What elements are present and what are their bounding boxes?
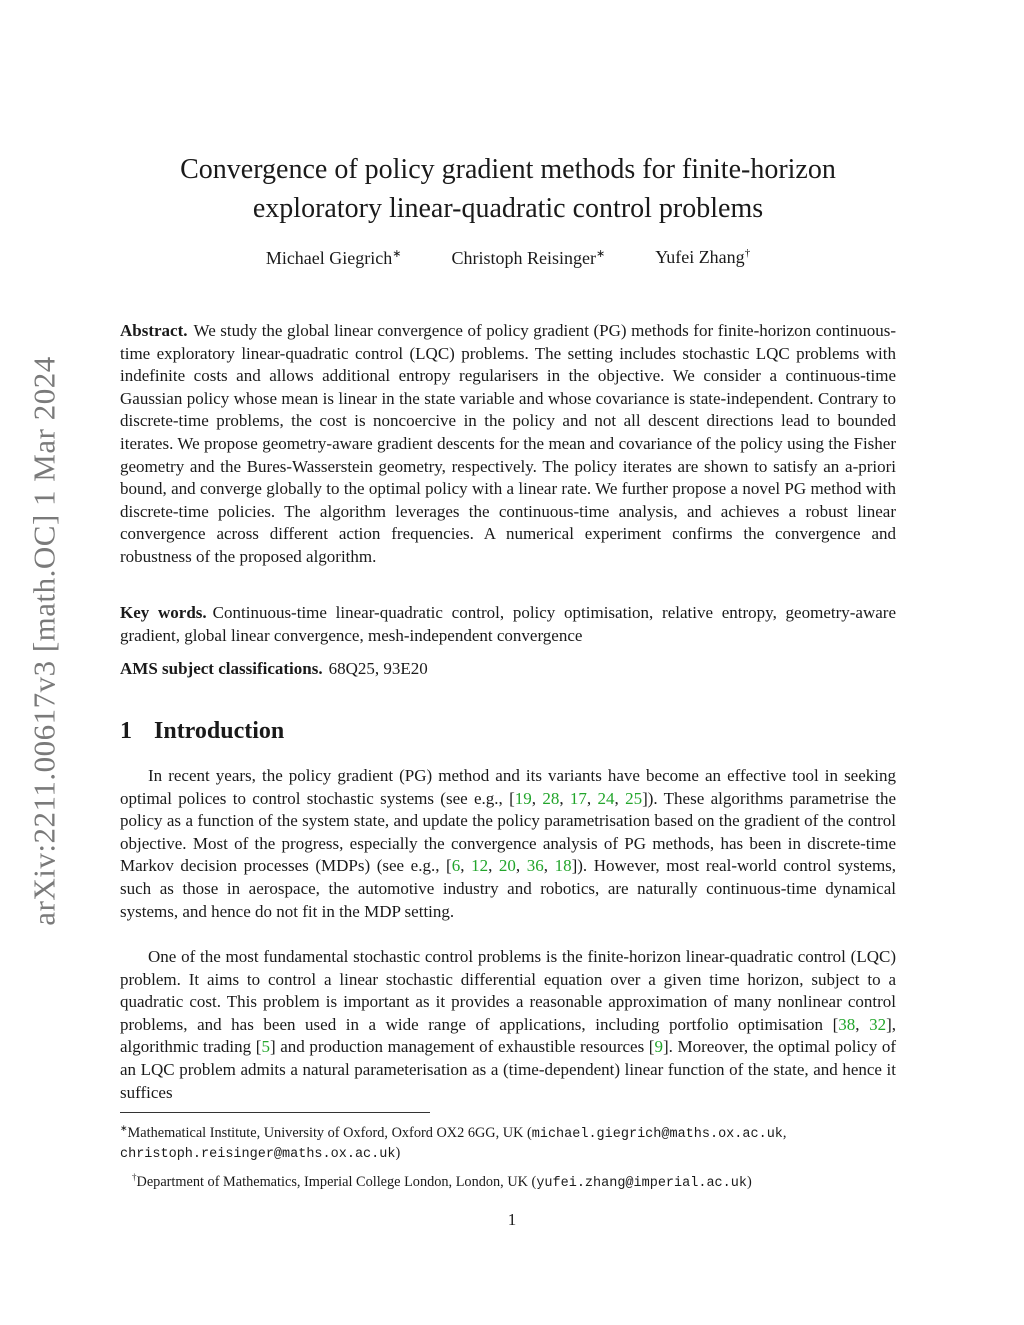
citation-link[interactable]: 17 bbox=[569, 788, 587, 808]
arxiv-id-text: arXiv:2211.00617v3 [math.OC] 1 Mar 2024 bbox=[27, 356, 63, 926]
citation-link[interactable]: 20 bbox=[498, 856, 516, 876]
citation-link[interactable]: 38 bbox=[838, 1014, 856, 1034]
keywords-text: Continuous-time linear-quadratic control, policy optimisation, relative entropy, geometry-aware gradient, global linear convergence, mesh-independent convergence bbox=[120, 603, 896, 645]
citation-link[interactable]: 24 bbox=[597, 788, 615, 808]
page-number: 1 bbox=[507, 1210, 517, 1229]
footnote-affiliation-imperial: †Department of Mathematics, Imperial College London, London, UK (yufei.zhang@imperial.ac.uk) bbox=[132, 1171, 752, 1191]
abstract-text: We study the global linear convergence of policy gradient (PG) methods for finite-horizon continuous-time exploratory linear-quadratic control (LQC) problems. The setting includes stochastic LQC problems with indefinite costs and allows additional entropy regularisers in the objective. We consider a continuous-time Gaussian policy whose mean is linear in the state variable and whose covariance is state-independent. Contrary to discrete-time problems, the cost is noncoercive in the policy and not all descent directions lead to bounded iterates. We propose geometry-aware gradient descents for the mean and covariance of the policy using the Fisher geometry and the Bures-Wasserstein geometry, respectively. The policy iterates are shown to satisfy an a-priori bound, and converge globally to the optimal policy with a linear rate. We further propose a novel PG method with discrete-time policies. The algorithm leverages the continuous-time analysis, and achieves a robust linear convergence across different action frequencies. A numerical experiment confirms the convergence and robustness of the proposed algorithm. bbox=[120, 321, 896, 566]
citation-link[interactable]: 12 bbox=[471, 856, 489, 876]
citation-link[interactable]: 6 bbox=[451, 856, 461, 876]
email-link[interactable]: michael.giegrich@maths.ox.ac.uk bbox=[531, 1126, 783, 1142]
paper-title bbox=[120, 150, 896, 228]
email-link[interactable]: christoph.reisinger@maths.ox.ac.uk bbox=[120, 1146, 396, 1162]
author-list bbox=[120, 247, 896, 269]
citation-link[interactable]: 5 bbox=[261, 1037, 270, 1057]
arxiv-identifier-stamp bbox=[10, 336, 80, 946]
abstract bbox=[120, 320, 896, 569]
citation-link[interactable]: 9 bbox=[654, 1037, 663, 1057]
section-title-text: Introduction bbox=[154, 718, 285, 744]
section-heading bbox=[120, 718, 284, 745]
footnote-divider bbox=[120, 1112, 430, 1113]
section-number: 1 bbox=[120, 718, 132, 744]
citation-link[interactable]: 28 bbox=[542, 788, 560, 808]
email-link[interactable]: yufei.zhang@imperial.ac.uk bbox=[536, 1175, 747, 1191]
footnote-affiliation-oxford: ∗Mathematical Institute, University of Oxford, Oxford OX2 6GG, UK (michael.giegrich@maths.ox.ac.uk, christoph.reisinger@maths.ox.ac.uk) bbox=[120, 1123, 787, 1162]
intro-paragraph-1: In recent years, the policy gradient (PG) method and its variants have become an effective tool in seeking optimal polices to control stochastic systems (see e.g., [19, 28, 17, 24, 25]). These algorithms parametrise the policy as a function of the system state, and update the policy parametrisation based on the gradient of the control objective. Most of the progress, especially the convergence analysis of PG methods, has been in discrete-time Markov decision processes (MDPs) (see e.g., [6, 12, 20, 36, 18]). However, most real-world control systems, such as those in aerospace, the automotive industry and robotics, are naturally continuous-time dynamical systems, and hence do not fit in the MDP setting. bbox=[120, 766, 897, 921]
citation-link[interactable]: 32 bbox=[869, 1014, 887, 1034]
title-line-1: Convergence of policy gradient methods for finite-horizon bbox=[180, 154, 836, 185]
ams-classification bbox=[120, 658, 896, 681]
keywords-label: Key words. bbox=[120, 603, 207, 622]
author: Michael Giegrich∗ bbox=[265, 248, 402, 268]
citation-link[interactable]: 19 bbox=[514, 788, 532, 808]
abstract-label: Abstract. bbox=[120, 321, 188, 340]
citation-link[interactable]: 18 bbox=[554, 856, 572, 876]
author: Christoph Reisinger∗ bbox=[451, 248, 606, 268]
citation-link[interactable]: 25 bbox=[625, 788, 643, 808]
ams-text: 68Q25, 93E20 bbox=[328, 659, 428, 678]
footnotes bbox=[120, 1119, 896, 1193]
intro-paragraph-2: One of the most fundamental stochastic control problems is the finite-horizon linear-quadratic control (LQC) problem. It aims to control a linear stochastic differential equation over a given time horizon, subject to a quadratic cost. This problem is important as it provides a reasonable approximation of many nonlinear control problems, and has been used in a wide range of applications, including portfolio optimisation [38, 32], algorithmic trading [5] and production management of exhaustible resources [9]. Moreover, the optimal policy of an LQC problem admits a natural parameterisation as a (time-dependent) linear function of the state, and hence it suffices bbox=[120, 947, 897, 1102]
author: Yufei Zhang† bbox=[655, 247, 751, 267]
title-line-2: exploratory linear-quadratic control problems bbox=[252, 193, 764, 224]
keywords bbox=[120, 602, 896, 647]
ams-label: AMS subject classifications. bbox=[120, 659, 323, 678]
citation-link[interactable]: 36 bbox=[526, 856, 544, 876]
